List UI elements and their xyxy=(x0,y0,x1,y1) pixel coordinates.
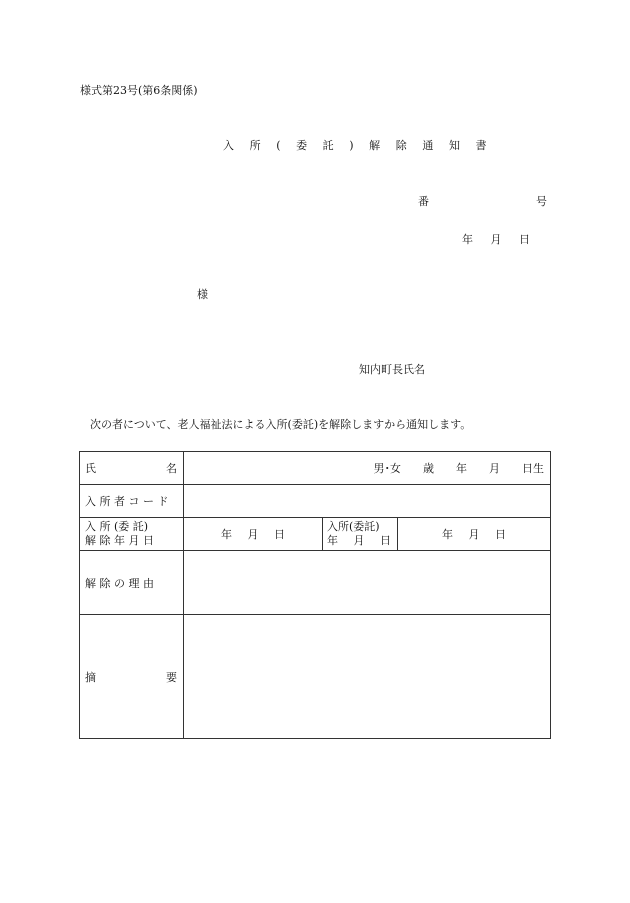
table-row-code xyxy=(80,485,551,518)
name-label-right: 名 xyxy=(166,462,177,475)
release-reason-value[interactable] xyxy=(184,551,551,615)
table-row-remarks xyxy=(80,615,551,739)
release-reason-label: 解 除 の 理 由 xyxy=(80,551,184,615)
document-number-label: 番 xyxy=(418,195,429,208)
resident-code-label: 入 所 者 コ ー ド xyxy=(80,485,184,518)
document-number-suffix: 号 xyxy=(536,195,547,208)
table-row-name xyxy=(80,452,551,485)
issue-date: 年 月 日 xyxy=(462,233,530,246)
form-number: 様式第23号(第6条関係) xyxy=(80,84,198,97)
table-row-reason xyxy=(80,551,551,615)
release-date-label xyxy=(80,518,184,551)
admission-date-text: 年 月 日 xyxy=(442,528,506,541)
addressee-suffix: 様 xyxy=(197,288,208,301)
resident-code-value[interactable] xyxy=(184,485,551,518)
signer-name: 知内町長氏名 xyxy=(359,363,425,376)
remarks-value[interactable] xyxy=(184,615,551,739)
release-date-text: 年 月 日 xyxy=(221,528,285,541)
release-label-line1: 入 所 (委 託) xyxy=(85,520,149,533)
admission-date-value[interactable] xyxy=(398,518,551,551)
admission-label-line2: 年 月 日 xyxy=(327,534,391,547)
name-label-cell xyxy=(80,452,184,485)
release-date-value[interactable] xyxy=(184,518,323,551)
name-label-left: 氏 xyxy=(85,462,96,475)
remarks-label-left: 摘 xyxy=(85,670,96,684)
document-title: 入 所 ( 委 託 ) 解 除 通 知 書 xyxy=(223,139,493,152)
notice-form-table xyxy=(79,451,551,739)
remarks-label-cell xyxy=(80,615,184,739)
notice-body-text: 次の者について、老人福祉法による入所(委託)を解除しますから通知します。 xyxy=(90,418,472,431)
remarks-label-right: 要 xyxy=(166,670,177,684)
release-label-line2: 解 除 年 月 日 xyxy=(85,534,154,547)
admission-date-label xyxy=(323,518,398,551)
admission-label-line1: 入所(委託) xyxy=(327,520,380,533)
table-row-dates xyxy=(80,518,551,551)
name-value-cell[interactable] xyxy=(184,452,551,485)
name-value-suffix: 男･女 歳 年 月 日生 xyxy=(373,462,544,475)
